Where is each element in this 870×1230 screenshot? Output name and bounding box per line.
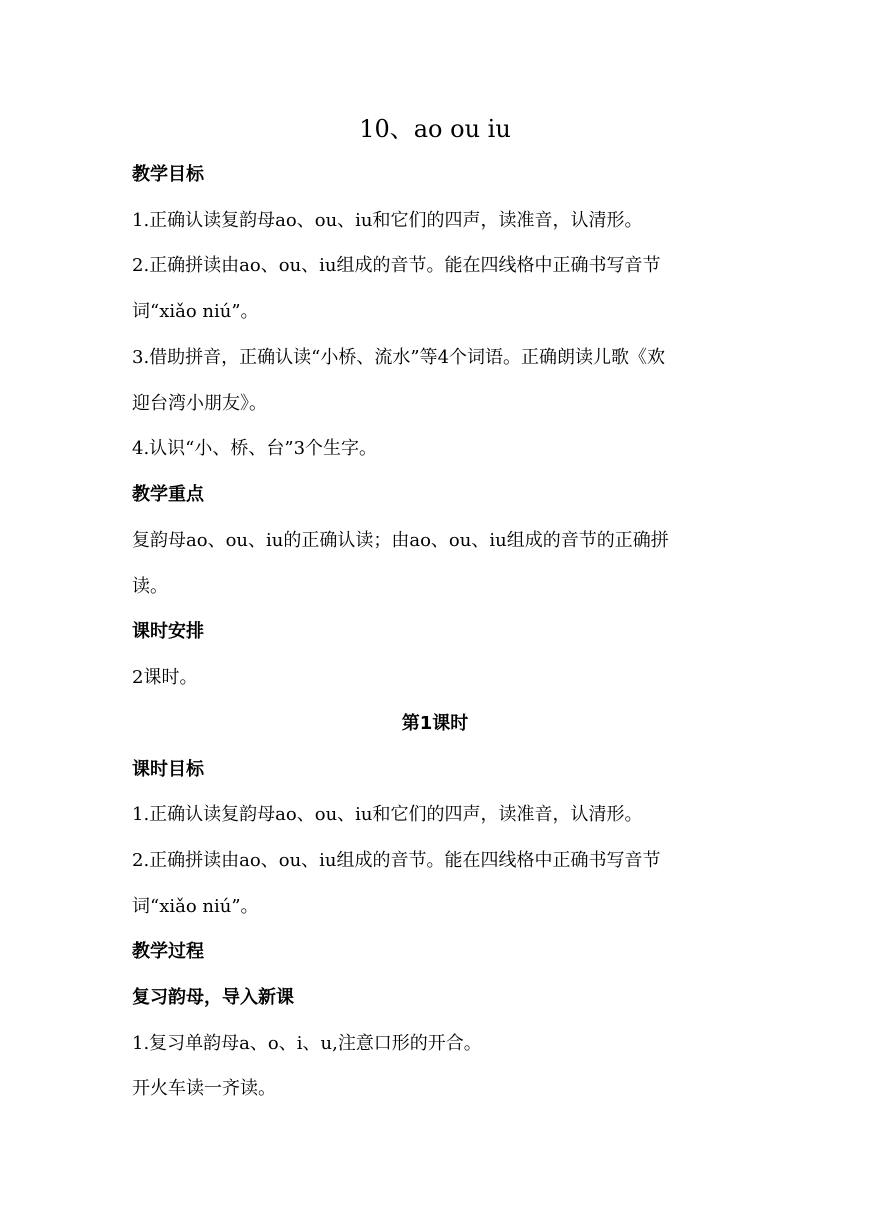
schedule-text: 2课时。 [132, 667, 198, 688]
key-points-line1: 复韵母ao、ou、iu的正确认读；由ao、ou、iu组成的音节的正确拼 [132, 530, 669, 551]
teaching-goal-2-line1: 2.正确拼读由ao、ou、iu组成的音节。能在四线格中正确书写音节 [132, 255, 661, 276]
review-item-2: 开火车读一齐读。 [132, 1078, 276, 1099]
teaching-goal-1: 1.正确认读复韵母ao、ou、iu和它们的四声，读准音，认清形。 [132, 210, 643, 231]
key-points-line2: 读。 [132, 576, 168, 597]
lesson-goal-2-line2: 词“xiǎo niú”。 [132, 896, 259, 917]
lesson-goals-heading: 课时目标 [132, 759, 204, 780]
lesson-goal-1: 1.正确认读复韵母ao、ou、iu和它们的四声，读准音，认清形。 [132, 804, 643, 825]
teaching-goals-heading: 教学目标 [132, 164, 204, 185]
teaching-goal-2-line2: 词“xiǎo niú”。 [132, 301, 259, 322]
schedule-heading: 课时安排 [132, 621, 204, 642]
lesson-goal-2-line1: 2.正确拼读由ao、ou、iu组成的音节。能在四线格中正确书写音节 [132, 850, 661, 871]
review-heading: 复习韵母，导入新课 [132, 987, 294, 1008]
process-heading: 教学过程 [132, 941, 204, 962]
teaching-goal-4: 4.认识“小、桥、台”3个生字。 [132, 438, 378, 459]
teaching-goal-3-line2: 迎台湾小朋友》。 [132, 393, 267, 414]
teaching-goal-3-line1: 3.借助拼音，正确认读“小桥、流水”等4个词语。正确朗读儿歌《欢 [132, 347, 666, 368]
review-item-1: 1.复习单韵母a、o、i、u,注意口形的开合。 [132, 1033, 482, 1054]
lesson1-heading: 第1课时 [401, 713, 469, 734]
key-points-heading: 教学重点 [132, 484, 204, 505]
document-title: 10、ao ou iu [359, 115, 511, 143]
